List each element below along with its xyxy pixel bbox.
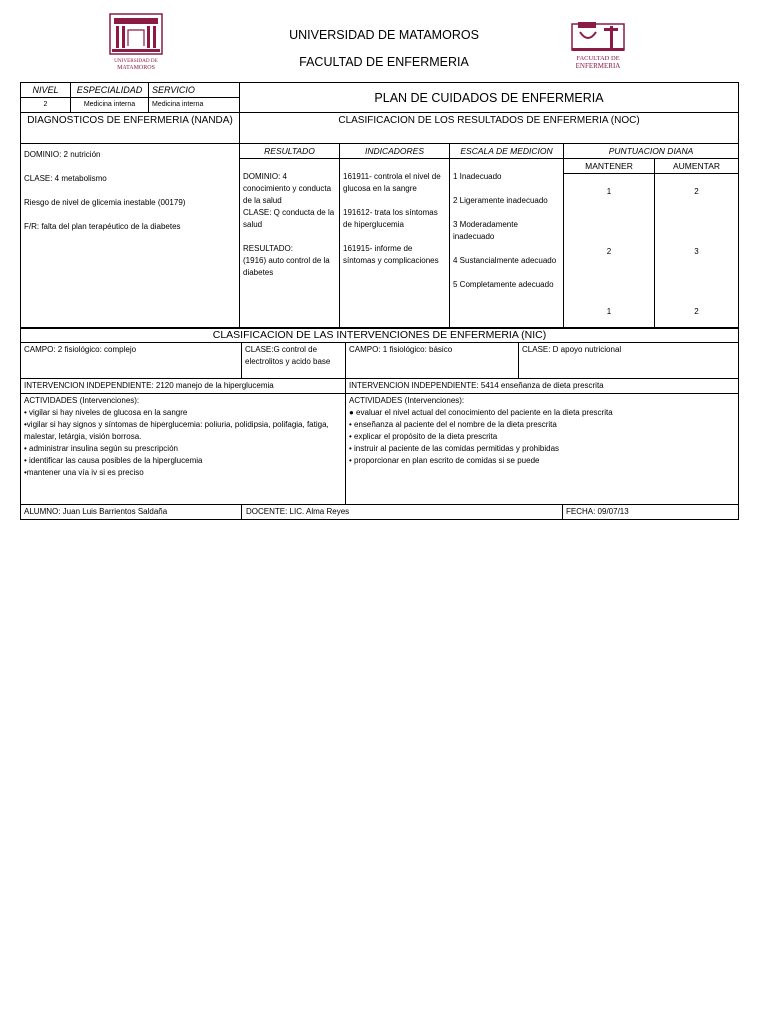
resultado-value: (1916) auto control de la diabetes	[243, 256, 330, 277]
footer-fecha: FECHA: 09/07/13	[563, 505, 739, 520]
escala-cell	[450, 159, 564, 329]
col-escala: ESCALA DE MEDICION	[450, 144, 564, 159]
escala-item: 3 Moderadamente inadecuado	[453, 220, 518, 241]
university-logo-line2: MATAMOROS	[117, 65, 155, 71]
diagnosis-clase: CLASE: 4 metabolismo	[24, 174, 107, 183]
mantener-value: 2	[606, 247, 612, 256]
aumentar-value: 2	[694, 187, 699, 196]
actividad-item: • explicar el propósito de la dieta prescrita	[349, 432, 498, 441]
resultado-cell	[240, 159, 340, 329]
resultado-clase: CLASE: Q conducta de la salud	[243, 208, 335, 229]
indicador-item: 161915- informe de síntomas y complicaciones	[343, 244, 439, 265]
especialidad-label: ESPECIALIDAD	[71, 83, 149, 98]
indicador-item: 161911- controla el nivel de glucosa en la sangre	[343, 172, 441, 193]
footer-alumno: ALUMNO: Juan Luis Barrientos Saldaña	[21, 505, 242, 520]
nic-table	[20, 327, 738, 520]
col-aumentar: AUMENTAR	[655, 159, 739, 174]
col-puntuacion: PUNTUACION DIANA	[564, 144, 739, 159]
nic-left-campo: CAMPO: 2 fisiológico: complejo	[21, 343, 242, 379]
actividades-title: ACTIVIDADES (Intervenciones):	[24, 396, 140, 405]
diagnosis-fr: F/R: falta del plan terapéutico de la diabetes	[24, 222, 181, 231]
actividad-item: • identificar las causa posibles de la hiperglucemia	[24, 456, 203, 465]
university-logo	[106, 12, 166, 72]
nic-right-clase: CLASE: D apoyo nutricional	[519, 343, 739, 379]
actividad-item: •vigilar si hay signos y síntomas de hiperglucemia: poliuria, polidipsia, polifagia, fatiga, malestar, letárgia, visión borrosa.	[24, 420, 329, 441]
col-resultado: RESULTADO	[240, 144, 340, 159]
col-indicadores: INDICADORES	[340, 144, 450, 159]
aumentar-value: 3	[694, 247, 699, 256]
faculty-logo-line2: ENFERMERIA	[575, 62, 621, 70]
mantener-value: 1	[606, 307, 612, 316]
nic-title: CLASIFICACION DE LAS INTERVENCIONES DE ENFERMERIA (NIC)	[21, 328, 739, 343]
aumentar-cell	[655, 174, 739, 329]
nic-left-clase: CLASE:G control de electrolitos y acido base	[242, 343, 346, 379]
actividad-item: • administrar insulina según su prescripción	[24, 444, 178, 453]
nic-right-campo: CAMPO: 1 fisiológico: básico	[346, 343, 519, 379]
servicio-value: Medicina interna	[149, 98, 240, 113]
indicadores-cell	[340, 159, 450, 329]
faculty-logo	[566, 18, 630, 70]
mantener-value: 1	[606, 187, 612, 196]
nic-left-actividades	[21, 394, 346, 505]
actividad-item: • instruir al paciente de las comidas permitidas y prohibidas	[349, 444, 560, 453]
diagnosis-cell	[21, 144, 240, 329]
aumentar-value: 2	[694, 307, 699, 316]
plan-title: PLAN DE CUIDADOS DE ENFERMERIA	[240, 83, 739, 113]
escala-item: 2 Ligeramente inadecuado	[453, 196, 548, 205]
servicio-label: SERVICIO	[149, 83, 240, 98]
escala-item: 1 Inadecuado	[453, 172, 502, 181]
resultado-label: RESULTADO:	[243, 244, 293, 253]
indicador-item: 191612- trata los síntomas de hiperglucemia	[343, 208, 438, 229]
col-mantener: MANTENER	[564, 159, 655, 174]
actividades-title: ACTIVIDADES (Intervenciones):	[349, 396, 465, 405]
care-plan-table	[20, 82, 738, 329]
noc-title: CLASIFICACION DE LOS RESULTADOS DE ENFERMERIA (NOC)	[240, 113, 739, 144]
escala-item: 5 Completamente adecuado	[453, 280, 554, 289]
actividad-item: • vigilar si hay niveles de glucosa en la sangre	[24, 408, 188, 417]
faculty-logo-line1: FACULTAD DE	[576, 55, 620, 62]
nic-left-intervencion: INTERVENCION INDEPENDIENTE: 2120 manejo de la hiperglucemia	[21, 379, 346, 394]
mantener-cell	[564, 174, 655, 329]
nivel-value: 2	[21, 98, 71, 113]
nic-right-actividades	[346, 394, 739, 505]
university-logo-line1: UNIVERSIDAD DE	[114, 58, 158, 64]
actividad-item: •mantener una vía iv si es preciso	[24, 468, 144, 477]
resultado-dominio: DOMINIO: 4 conocimiento y conducta de la salud	[243, 172, 332, 205]
actividad-item: • enseñanza al paciente del el nombre de la dieta prescrita	[349, 420, 557, 429]
escala-item: 4 Sustancialmente adecuado	[453, 256, 557, 265]
diagnosis-dominio: DOMINIO: 2 nutrición	[24, 150, 101, 159]
diagnosis-riesgo: Riesgo de nivel de glicemia inestable (00179)	[24, 198, 186, 207]
faculty-title: FACULTAD DE ENFERMERIA	[299, 55, 469, 69]
especialidad-value: Medicina interna	[71, 98, 149, 113]
nivel-label: NIVEL	[21, 83, 71, 98]
actividad-item: ● evaluar el nivel actual del conocimiento del paciente en la dieta prescrita	[349, 408, 613, 417]
diagnosticos-title: DIAGNOSTICOS DE ENFERMERIA (NANDA)	[21, 113, 240, 144]
nic-right-intervencion: INTERVENCION INDEPENDIENTE: 5414 enseñanza de dieta prescrita	[346, 379, 739, 394]
footer-docente: DOCENTE: LIC. Alma Reyes	[242, 505, 563, 520]
university-title: UNIVERSIDAD DE MATAMOROS	[289, 28, 479, 42]
actividad-item: • proporcionar en plan escrito de comidas si se puede	[349, 456, 540, 465]
